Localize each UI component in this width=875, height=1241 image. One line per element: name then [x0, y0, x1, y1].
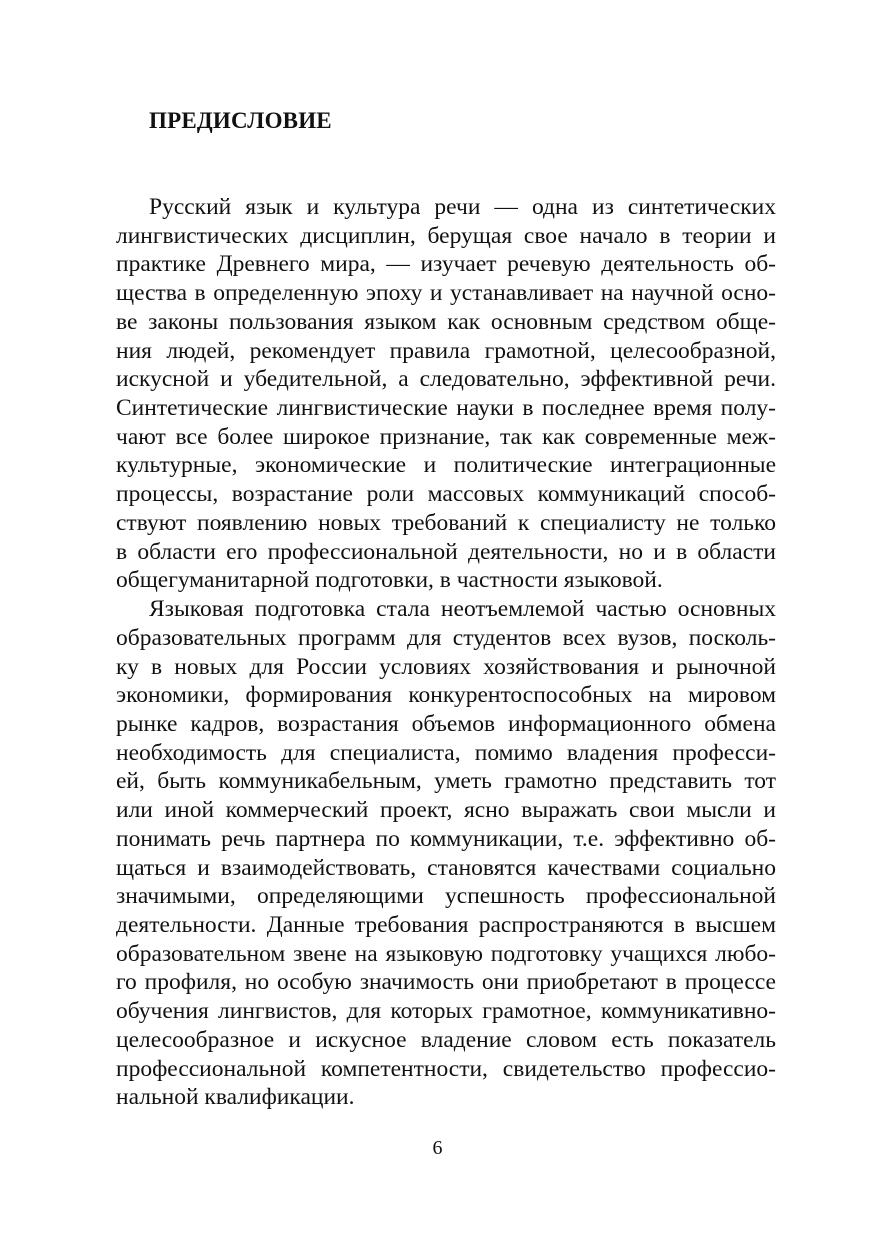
- text-line: профессиональной компетентности, свидетельство профессио-: [116, 1055, 776, 1082]
- page-heading: ПРЕДИСЛОВИЕ: [149, 108, 332, 133]
- page-number: 6: [432, 1137, 443, 1159]
- text-line: обучения лингвистов, для которых грамотное, коммуникативно-: [116, 998, 776, 1025]
- text-line: ей, быть коммуникабельным, уметь грамотно представить тот: [116, 768, 776, 795]
- text-line: экономики, формирования конкурентоспособных на мировом: [116, 682, 776, 709]
- text-line: ния людей, рекомендует правила грамотной, целесообразной,: [116, 337, 776, 364]
- text-line: чают все более широкое признание, так как современные меж-: [116, 423, 776, 450]
- text-line: культурные, экономические и политические интеграционные: [116, 452, 776, 479]
- text-line: целесообразное и искусное владение словом есть показатель: [116, 1026, 776, 1053]
- text-line: ствуют появлению новых требований к специалисту не только: [116, 509, 776, 536]
- text-line: щаться и взаимодействовать, становятся качествами социально: [116, 854, 776, 881]
- text-line: ку в новых для России условиях хозяйствования и рыночной: [116, 653, 776, 680]
- text-line: общегуманитарной подготовки, в частности языковой.: [116, 567, 663, 594]
- text-line: практике Древнего мира, — изучает речевую деятельность об-: [116, 251, 776, 278]
- text-line: необходимость для специалиста, помимо владения професси-: [116, 739, 776, 766]
- text-line: ве законы пользования языком как основным средством обще-: [116, 308, 776, 335]
- text-line: нальной квалификации.: [116, 1084, 355, 1111]
- paragraph-1: [116, 193, 776, 595]
- text-line: деятельности. Данные требования распространяются в высшем: [116, 911, 776, 938]
- text-line: щества в определенную эпоху и устанавливает на научной осно-: [116, 280, 776, 307]
- text-line: образовательном звене на языковую подготовку учащихся любо-: [116, 940, 776, 967]
- text-line: рынке кадров, возрастания объемов информационного обмена: [116, 710, 776, 737]
- paragraph-2: [116, 595, 776, 1112]
- text-line: лингвистических дисциплин, берущая свое начало в теории и: [116, 222, 776, 249]
- text-line: в области его профессиональной деятельности, но и в области: [116, 538, 776, 565]
- body-text: [116, 193, 776, 1112]
- text-line: Синтетические лингвистические науки в последнее время полу-: [116, 395, 776, 422]
- text-line: Языковая подготовка стала неотъемлемой частью основных: [149, 596, 776, 623]
- text-line: искусной и убедительной, а следовательно, эффективной речи.: [116, 366, 776, 393]
- text-line: понимать речь партнера по коммуникации, т.е. эффективно об-: [116, 825, 776, 852]
- text-line: го профиля, но особую значимость они приобретают в процессе: [116, 969, 776, 996]
- text-line: значимыми, определяющими успешность профессиональной: [116, 883, 776, 910]
- text-line: процессы, возрастание роли массовых коммуникаций способ-: [116, 481, 776, 508]
- text-line: или иной коммерческий проект, ясно выражать свои мысли и: [116, 797, 776, 824]
- text-line: Русский язык и культура речи — одна из синтетических: [149, 194, 776, 220]
- text-line: образовательных программ для студентов всех вузов, посколь-: [116, 624, 776, 651]
